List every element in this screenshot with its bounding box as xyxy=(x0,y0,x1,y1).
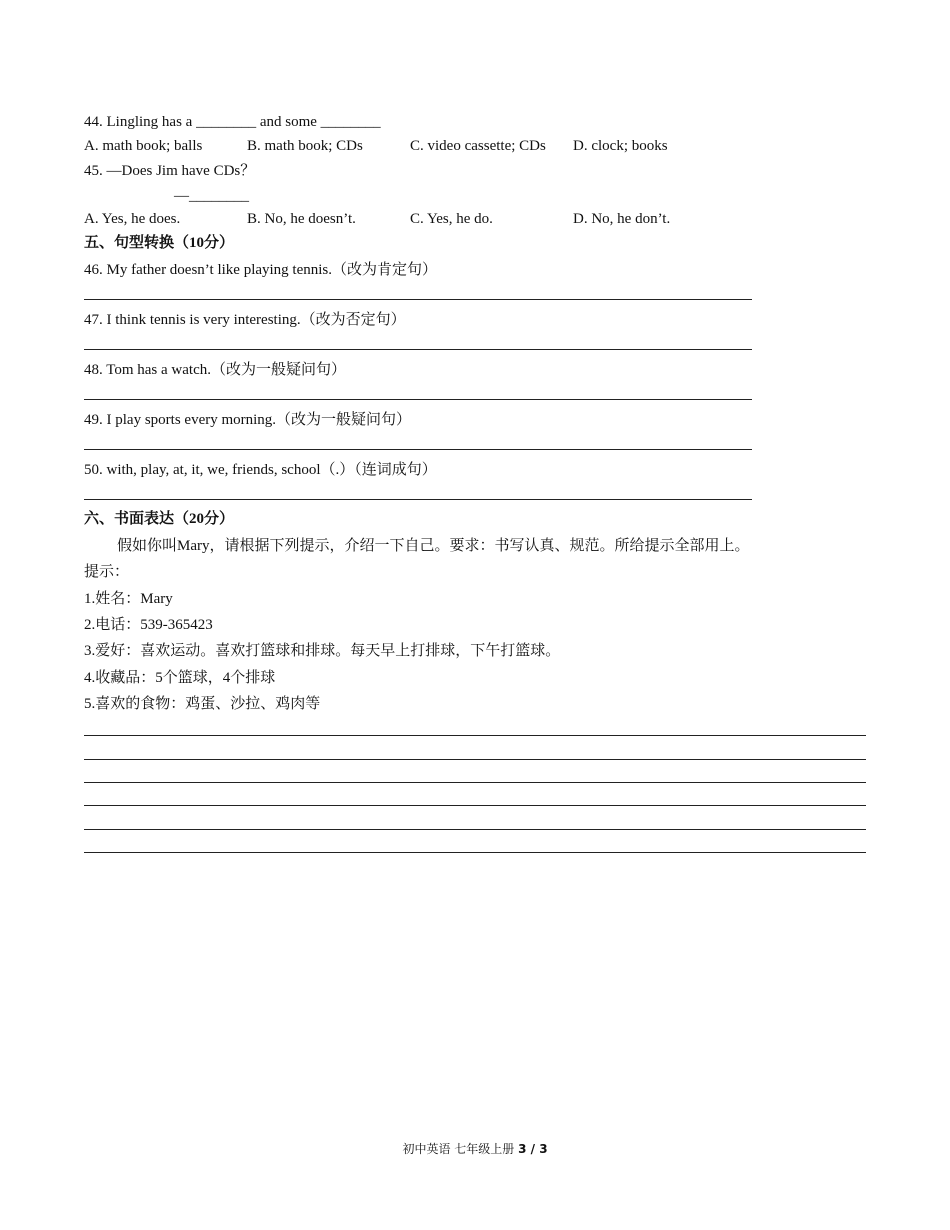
answer-line-46 xyxy=(84,299,752,300)
question-50: 50. with, play, at, it, we, friends, school（.）（连词成句） xyxy=(84,462,437,478)
writing-line xyxy=(84,782,866,783)
question-44-option-b: B. math book; CDs xyxy=(247,138,363,154)
footer-label: 初中英语 七年级上册 xyxy=(402,1142,515,1156)
answer-line-48 xyxy=(84,399,752,400)
hint-item-3: 3.爱好：喜欢运动。喜欢打篮球和排球。每天早上打排球，下午打篮球。 xyxy=(84,643,561,659)
question-44-option-c: C. video cassette; CDs xyxy=(410,138,546,154)
hint-item-1: 1.姓名：Mary xyxy=(84,591,173,607)
answer-line-47 xyxy=(84,349,752,350)
question-45-option-d: D. No, he don’t. xyxy=(573,211,671,227)
question-44-option-a: A. math book; balls xyxy=(84,138,203,154)
writing-line xyxy=(84,852,866,853)
page-number: 3 / 3 xyxy=(518,1142,548,1156)
answer-line-50 xyxy=(84,499,752,500)
answer-line-49 xyxy=(84,449,752,450)
writing-line xyxy=(84,805,866,806)
question-44-option-d: D. clock; books xyxy=(573,138,668,154)
hint-label: 提示： xyxy=(84,564,130,580)
question-44-stem: 44. Lingling has a ________ and some ________ xyxy=(84,114,381,130)
writing-prompt: 假如你叫Mary，请根据下列提示，介绍一下自己。要求：书写认真、规范。所给提示全部用上。 xyxy=(117,538,750,554)
question-48: 48. Tom has a watch.（改为一般疑问句） xyxy=(84,362,346,378)
question-45-option-a: A. Yes, he does. xyxy=(84,211,181,227)
writing-line xyxy=(84,759,866,760)
question-46: 46. My father doesn’t like playing tennis.（改为肯定句） xyxy=(84,262,438,278)
section-5-title: 五、句型转换（10分） xyxy=(84,235,235,251)
page-footer xyxy=(0,1140,950,1157)
hint-item-5: 5.喜欢的食物：鸡蛋、沙拉、鸡肉等 xyxy=(84,696,321,712)
question-45-option-b: B. No, he doesn’t. xyxy=(247,211,356,227)
question-45-option-c: C. Yes, he do. xyxy=(410,211,493,227)
hint-item-4: 4.收藏品：5个篮球，4个排球 xyxy=(84,670,276,686)
section-6-title: 六、书面表达（20分） xyxy=(84,511,235,527)
hint-item-2: 2.电话：539-365423 xyxy=(84,617,213,633)
question-45-stem: 45. —Does Jim have CDs？ xyxy=(84,163,256,179)
writing-line xyxy=(84,829,866,830)
question-47: 47. I think tennis is very interesting.（改为否定句） xyxy=(84,312,406,328)
question-49: 49. I play sports every morning.（改为一般疑问句） xyxy=(84,412,412,428)
question-45-answer-line: —________ xyxy=(174,188,249,204)
writing-line xyxy=(84,735,866,736)
